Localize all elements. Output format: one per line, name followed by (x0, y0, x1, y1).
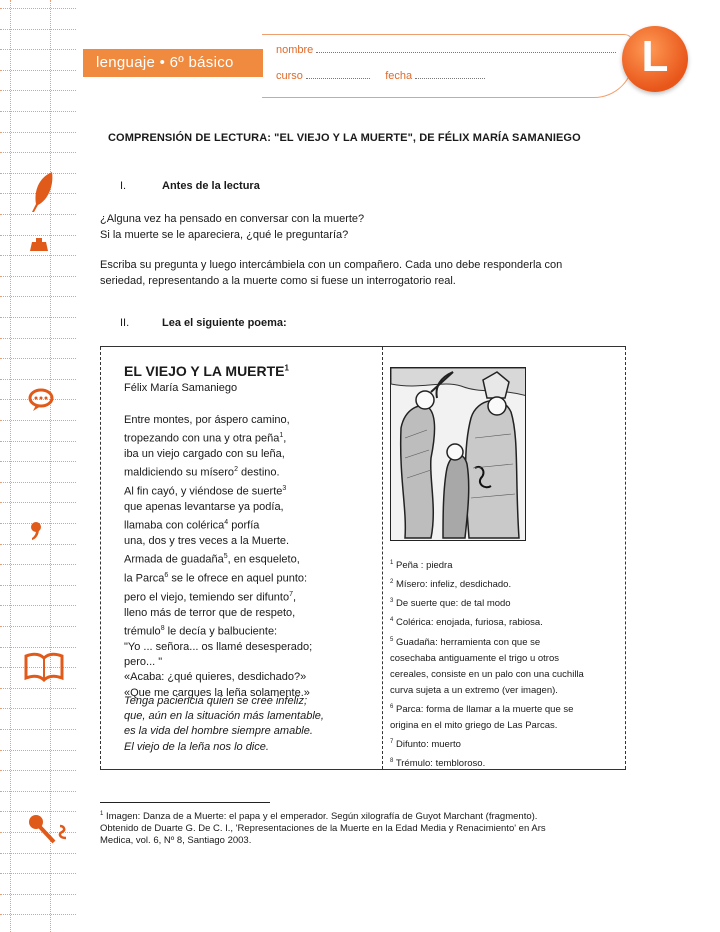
note-number: 4 (390, 617, 394, 624)
image-footnote (100, 808, 600, 847)
date-label: fecha (385, 70, 413, 82)
margin-row (0, 296, 76, 297)
comma-icon (30, 518, 42, 548)
date-field[interactable] (415, 70, 485, 79)
margin-row (0, 90, 76, 91)
course-date-row (276, 70, 485, 82)
glossary-line: $^1$ Peña : piedra (390, 560, 453, 572)
speech-bubble-icon (28, 388, 54, 416)
instruction-line: seriedad, representando a la muerte como si fuese un interrogatorio real. (100, 275, 456, 287)
name-row (276, 44, 616, 56)
note-number: 7 (390, 738, 394, 745)
feather-icon (28, 170, 58, 222)
margin-row (0, 729, 76, 730)
glossary-line: $^6$ Parca: forma de llamar a la muerte que se (390, 703, 574, 715)
name-field[interactable] (316, 44, 616, 53)
footnote-line: Obtenido de Duarte G. De C. I., 'Representaciones de la Muerte en la Edad Media y Renacimiento' en Ars (100, 823, 546, 835)
verse-line: pero... " (124, 656, 163, 669)
section-1-heading (120, 180, 260, 192)
glossary-line: cereales, consiste en un palo con una cuchilla (390, 668, 584, 680)
footnote-line: Medica, vol. 6, Nº 8, Santiago 2003. (100, 835, 252, 847)
glossary-line: $^7$ Difunto: muerto (390, 738, 461, 751)
glossary-line: $^4$ Colérica: enojada, furiosa, rabiosa. (390, 617, 543, 629)
note-number: 6 (390, 703, 394, 710)
footnote-ref: 7 (289, 590, 294, 598)
glossary-line: $^3$ De suerte que: de tal modo (390, 598, 511, 610)
margin-row (0, 791, 76, 792)
section-title: Antes de la lectura (162, 180, 260, 192)
moral-line: es la vida del hombre siempre amable. (124, 725, 313, 738)
margin-row (0, 688, 76, 689)
footnote-ref: 1 (279, 432, 284, 440)
footnote-number: 1 (100, 811, 104, 817)
section-number: I. (120, 180, 127, 192)
course-field[interactable] (306, 70, 370, 79)
note-number: 5 (390, 636, 394, 643)
moral-line: que, aún en la situación más lamentable, (124, 710, 324, 723)
margin-rule (10, 0, 11, 932)
verse-line: Al fin cayó, y viéndose de suerte$^3$ (124, 485, 287, 498)
margin-row (0, 750, 76, 751)
section-number: II. (120, 317, 130, 329)
open-book-icon (24, 652, 64, 686)
margin-row (0, 894, 76, 895)
margin-row (0, 338, 76, 339)
margin-row (0, 647, 76, 648)
course-label: curso (276, 70, 303, 82)
margin-strip (0, 0, 80, 932)
margin-row (0, 873, 76, 874)
margin-row (0, 379, 76, 380)
margin-row (0, 49, 76, 50)
question-line: ¿Alguna vez ha pensado en conversar con la muerte? (100, 213, 365, 225)
margin-row (0, 482, 76, 483)
poem-moral (124, 694, 324, 755)
page-title: COMPRENSIÓN DE LECTURA: "EL VIEJO Y LA MUERTE", DE FÉLIX MARÍA SAMANIEGO (108, 132, 581, 144)
verse-line: llamaba con colérica$^4$ porfía (124, 519, 260, 532)
poem-verses (124, 413, 312, 701)
section-2-heading (120, 317, 287, 329)
verse-line: la Parca$^6$ se le ofrece en aquel punto: (124, 572, 308, 585)
glossary-line: curva sujeta a un extremo (ver imagen). (390, 684, 558, 696)
poem-divider (382, 347, 383, 769)
note-number: 1 (390, 560, 394, 566)
glossary-line: cosechaba antiguamente el trigo u otros (390, 652, 559, 664)
glossary-line: $^5$ Guadaña: herramienta con que se (390, 636, 541, 648)
verse-line: iba un viejo cargado con su leña, (124, 448, 285, 461)
glossary-line: $^8$ Trémulo: tembloroso. (390, 758, 486, 770)
margin-row (0, 276, 76, 277)
margin-row (0, 317, 76, 318)
footnote-ref: 2 (234, 466, 238, 474)
margin-row (0, 914, 76, 915)
margin-row (0, 132, 76, 133)
note-number: 8 (390, 758, 394, 765)
poem-author: Félix María Samaniego (124, 382, 238, 394)
margin-row (0, 358, 76, 359)
margin-rule (50, 0, 51, 932)
verse-line: pero el viejo, temiendo ser difunto$^7$, (124, 590, 297, 604)
verse-line: "Yo ... señora... os llamé desesperado; (124, 640, 313, 653)
instructions (100, 257, 620, 289)
logo-letter: L (641, 32, 669, 81)
margin-row (0, 708, 76, 709)
section-title: Lea el siguiente poema: (162, 317, 287, 329)
verse-line: que apenas levantarse ya podía, (124, 500, 284, 513)
verse-line: Entre montes, por áspero camino, (124, 414, 290, 426)
microphone-icon (26, 812, 70, 850)
margin-row (0, 111, 76, 112)
pre-reading-questions (100, 211, 620, 243)
margin-row (0, 770, 76, 771)
margin-row (0, 8, 76, 9)
inkwell-icon (28, 236, 50, 256)
subject-label: lenguaje • 6º básico (96, 54, 234, 71)
footnote-ref: 5 (223, 553, 228, 561)
instruction-line: Escriba su pregunta y luego intercámbiela con un compañero. Cada uno debe responderla con (100, 259, 563, 271)
margin-row (0, 564, 76, 565)
footnote-ref: 8 (160, 625, 165, 633)
footnote-ref: 1 (284, 363, 289, 373)
footnote-ref: 4 (224, 519, 229, 527)
margin-row (0, 626, 76, 627)
footnote-line: $^1$ Imagen: Danza de a Muerte: el papa y el emperador. Según xilografía de Guyot Marchant (fragmento). (100, 811, 538, 823)
margin-row (0, 441, 76, 442)
margin-row (0, 605, 76, 606)
verse-line: lleno más de terror que de respeto, (124, 606, 296, 619)
footnote-rule (100, 802, 270, 803)
moral-line: Tenga paciencia quien se cree infeliz; (124, 695, 308, 707)
footnote-ref: 6 (164, 572, 169, 580)
glossary-line: $^2$ Mísero: infeliz, desdichado. (390, 579, 512, 591)
verse-line: maldiciendo su mísero$^2$ destino. (124, 466, 280, 479)
margin-row (0, 29, 76, 30)
margin-row (0, 585, 76, 586)
verse-line: «Acaba: ¿qué quieres, desdichado?» (124, 671, 307, 684)
poem-box (100, 346, 626, 770)
footnote-ref: 3 (282, 485, 287, 493)
verse-line: una, dos y tres veces a la Muerte. (124, 535, 290, 548)
moral-line: El viejo de la leña nos lo dice. (124, 740, 269, 753)
verse-line: trémulo$^8$ le decía y balbuciente: (124, 625, 278, 638)
poem-title (124, 363, 289, 379)
glossary (390, 555, 618, 772)
poem-title-text: EL VIEJO Y LA MUERTE (124, 363, 285, 379)
margin-row (0, 152, 76, 153)
verse-line: tropezando con una y otra peña$^1$, (124, 432, 287, 445)
note-number: 2 (390, 579, 394, 586)
margin-row (0, 853, 76, 854)
margin-row (0, 502, 76, 503)
margin-row (0, 70, 76, 71)
margin-row (0, 461, 76, 462)
subject-logo (622, 26, 688, 92)
verse-line: «Que me cargues la leña solamente.» (124, 686, 310, 699)
verse-line: Armada de guadaña$^5$, en esqueleto, (124, 553, 300, 566)
name-label: nombre (276, 44, 314, 56)
question-line: Si la muerte se le apareciera, ¿qué le preguntaría? (100, 229, 349, 241)
death-dance-woodcut-image (390, 367, 526, 541)
margin-row (0, 420, 76, 421)
note-number: 3 (390, 598, 394, 605)
glossary-line: origina en el mito griego de Las Parcas. (390, 719, 558, 731)
